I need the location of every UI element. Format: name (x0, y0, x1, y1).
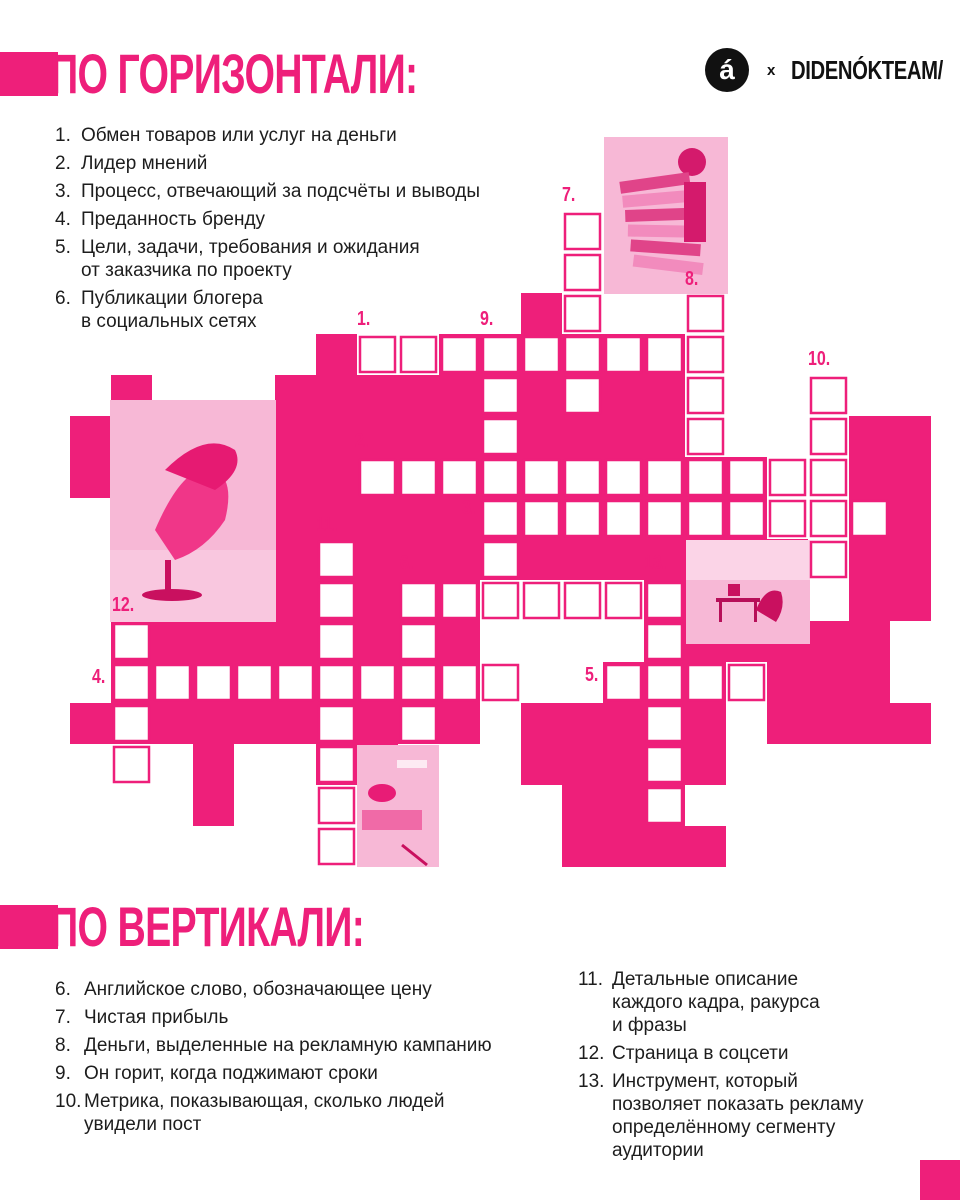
clue-text: Страница в соцсети (612, 1043, 789, 1064)
answer-cell[interactable] (565, 337, 600, 372)
answer-cell[interactable] (729, 665, 764, 700)
answer-cell[interactable] (319, 624, 354, 659)
answer-cell[interactable] (688, 296, 723, 331)
answer-cell[interactable] (565, 255, 600, 290)
answer-cell[interactable] (319, 747, 354, 782)
answer-cell[interactable] (401, 624, 436, 659)
answer-cell[interactable] (360, 665, 395, 700)
answer-cell[interactable] (524, 583, 559, 618)
answer-cell[interactable] (647, 460, 682, 495)
clue-item (55, 1006, 565, 1029)
answer-cell[interactable] (811, 378, 846, 413)
clue-text: Инструмент, который позволяет показать рекламу определённому сегменту аудитории (612, 1071, 864, 1161)
answer-cell[interactable] (483, 460, 518, 495)
answer-cell[interactable] (688, 419, 723, 454)
clue-number: 1. (55, 125, 71, 146)
answer-cell[interactable] (524, 337, 559, 372)
answer-cell[interactable] (565, 296, 600, 331)
answer-cell[interactable] (319, 583, 354, 618)
answer-cell[interactable] (647, 706, 682, 741)
answer-cell[interactable] (319, 829, 354, 864)
block (152, 703, 234, 744)
answer-cell[interactable] (483, 337, 518, 372)
answer-cell[interactable] (114, 624, 149, 659)
clue-label: 13. (644, 552, 667, 574)
clue-label: 12. (112, 594, 135, 616)
clue-number: 4. (55, 209, 71, 230)
clue-number: 9. (55, 1063, 71, 1084)
answer-cell[interactable] (647, 665, 682, 700)
clue-text: Обмен товаров или услуг на деньги (81, 125, 397, 146)
answer-cell[interactable] (647, 583, 682, 618)
answer-cell[interactable] (811, 501, 846, 536)
office-chairs-photo (110, 400, 276, 622)
block (70, 416, 111, 498)
clue-number: 3. (55, 181, 71, 202)
clue-text: Он горит, когда поджимают сроки (84, 1063, 378, 1084)
block (685, 826, 726, 867)
answer-cell[interactable] (811, 419, 846, 454)
answer-cell[interactable] (483, 419, 518, 454)
answer-cell[interactable] (442, 337, 477, 372)
clue-text: Цели, задачи, требования и ожидания от заказчика по проекту (81, 237, 420, 281)
answer-cell[interactable] (483, 583, 518, 618)
clue-text: Публикации блогера в социальных сетях (81, 288, 263, 332)
clue-number: 7. (55, 1007, 71, 1028)
answer-cell[interactable] (770, 501, 805, 536)
brand-badge-icon: á (705, 48, 749, 92)
down-clue-list-right (578, 968, 938, 1167)
answer-cell[interactable] (688, 665, 723, 700)
answer-cell[interactable] (729, 460, 764, 495)
clue-text: Процесс, отвечающий за подсчёты и выводы (81, 181, 480, 202)
clue-label: 11. (316, 514, 338, 536)
answer-cell[interactable] (565, 583, 600, 618)
answer-cell[interactable] (524, 501, 559, 536)
answer-cell[interactable] (360, 337, 395, 372)
clue-number: 6. (55, 288, 71, 309)
clue-label: 4. (92, 666, 106, 688)
block (316, 334, 357, 375)
woman-with-folders-photo (604, 137, 728, 294)
clue-item (55, 1034, 565, 1057)
answer-cell[interactable] (688, 501, 723, 536)
clue-number: 8. (55, 1035, 71, 1056)
clue-text: Английское слово, обозначающее цену (84, 979, 432, 1000)
answer-cell[interactable] (688, 378, 723, 413)
answer-cell[interactable] (811, 460, 846, 495)
clue-number: 13. (578, 1071, 605, 1092)
answer-cell[interactable] (770, 460, 805, 495)
clue-item (55, 1090, 565, 1136)
answer-cell[interactable] (606, 583, 641, 618)
clue-label: 5. (585, 664, 599, 686)
block (890, 703, 931, 744)
clue-text: Лидер мнений (81, 153, 208, 174)
answer-cell[interactable] (647, 501, 682, 536)
clue-item (55, 978, 565, 1001)
answer-cell[interactable] (565, 501, 600, 536)
answer-cell[interactable] (442, 583, 477, 618)
clue-label: 3. (462, 497, 476, 519)
answer-cell[interactable] (647, 624, 682, 659)
clue-number: 10. (55, 1091, 82, 1112)
clue-number: 6. (55, 979, 71, 1000)
block (70, 703, 111, 744)
clue-label: 10. (808, 348, 831, 370)
clue-text: Преданность бренду (81, 209, 266, 230)
clue-number: 5. (55, 237, 71, 258)
answer-cell[interactable] (319, 542, 354, 577)
clue-label: 6. (400, 552, 414, 574)
answer-cell[interactable] (401, 706, 436, 741)
answer-cell[interactable] (278, 665, 313, 700)
answer-cell[interactable] (729, 501, 764, 536)
answer-cell[interactable] (606, 665, 641, 700)
desk-in-field-photo (686, 540, 810, 644)
answer-cell[interactable] (483, 378, 518, 413)
answer-cell[interactable] (114, 747, 149, 782)
across-title: ПО ГОРИЗОНТАЛИ: (50, 42, 418, 105)
answer-cell[interactable] (606, 501, 641, 536)
brand-team-name: DIDENÓKTEAM/ (791, 54, 944, 85)
clue-item (578, 968, 938, 1037)
answer-cell[interactable] (647, 337, 682, 372)
answer-cell[interactable] (114, 706, 149, 741)
clue-item (578, 1042, 938, 1065)
accent-corner-square (920, 1160, 960, 1200)
answer-cell[interactable] (442, 460, 477, 495)
answer-cell[interactable] (688, 460, 723, 495)
clue-text: Детальные описание каждого кадра, ракурса и фразы (612, 969, 820, 1036)
answer-cell[interactable] (606, 337, 641, 372)
answer-cell[interactable] (196, 665, 231, 700)
clue-number: 2. (55, 153, 71, 174)
answer-cell[interactable] (319, 706, 354, 741)
answer-cell[interactable] (155, 665, 190, 700)
answer-cell[interactable] (483, 501, 518, 536)
answer-cell[interactable] (647, 747, 682, 782)
clue-text: Метрика, показывающая, сколько людей увидели пост (84, 1091, 445, 1135)
answer-cell[interactable] (114, 665, 149, 700)
answer-cell[interactable] (401, 337, 436, 372)
answer-cell[interactable] (401, 665, 436, 700)
answer-cell[interactable] (360, 460, 395, 495)
answer-cell[interactable] (237, 665, 272, 700)
answer-cell[interactable] (483, 665, 518, 700)
answer-cell[interactable] (442, 665, 477, 700)
answer-cell[interactable] (565, 460, 600, 495)
block (193, 744, 234, 826)
down-clue-list-left (55, 978, 565, 1141)
clue-label: 2. (355, 430, 369, 452)
clue-item (55, 1062, 565, 1085)
answer-cell[interactable] (811, 542, 846, 577)
clue-text: Чистая прибыль (84, 1007, 229, 1028)
down-title: ПО ВЕРТИКАЛИ: (50, 895, 365, 958)
answer-cell[interactable] (606, 460, 641, 495)
clue-number: 11. (578, 969, 604, 990)
answer-cell[interactable] (483, 542, 518, 577)
clue-number: 12. (578, 1043, 605, 1064)
answer-cell[interactable] (319, 788, 354, 823)
clue-label: 1. (357, 308, 371, 330)
spilled-coffee-photo (357, 745, 439, 867)
block (890, 498, 931, 621)
answer-cell[interactable] (401, 460, 436, 495)
answer-cell[interactable] (565, 214, 600, 249)
answer-cell[interactable] (319, 665, 354, 700)
answer-cell[interactable] (524, 460, 559, 495)
clue-label: 7. (562, 184, 576, 206)
clue-label: 8. (685, 268, 699, 290)
answer-cell[interactable] (647, 788, 682, 823)
answer-cell[interactable] (852, 501, 887, 536)
answer-cell[interactable] (565, 378, 600, 413)
block (521, 293, 562, 334)
clue-text: Деньги, выделенные на рекламную кампанию (84, 1035, 492, 1056)
clue-item (578, 1070, 938, 1162)
brand-separator: x (767, 61, 776, 79)
answer-cell[interactable] (401, 583, 436, 618)
answer-cell[interactable] (688, 337, 723, 372)
clue-label: 9. (480, 308, 494, 330)
